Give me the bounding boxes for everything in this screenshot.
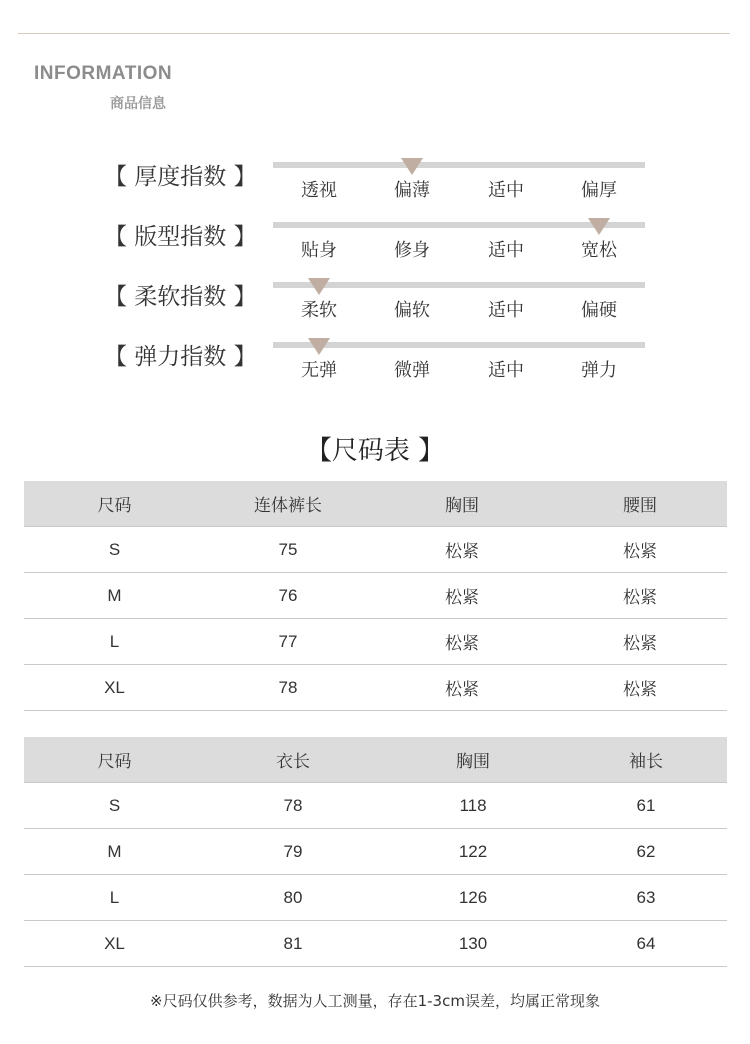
table-row — [24, 829, 727, 875]
size-table-top — [24, 737, 727, 967]
table-cell: 130 — [381, 921, 565, 967]
index-option: 宽松 — [581, 240, 617, 261]
column-header: 尺码 — [24, 481, 205, 527]
index-marker — [588, 218, 610, 235]
index-option: 偏厚 — [581, 180, 617, 201]
table-cell: 122 — [381, 829, 565, 875]
column-header: 胸围 — [371, 481, 553, 527]
table-cell: 松紧 — [371, 619, 553, 665]
table-cell: 62 — [565, 829, 727, 875]
index-option: 偏薄 — [394, 180, 430, 201]
table-row — [24, 921, 727, 967]
table-cell: 松紧 — [371, 665, 553, 711]
table-cell: L — [24, 619, 205, 665]
table-cell: 78 — [205, 665, 371, 711]
index-option: 偏硬 — [581, 300, 617, 321]
index-row — [0, 158, 750, 218]
index-row — [0, 218, 750, 278]
table-cell: M — [24, 573, 205, 619]
index-option: 适中 — [488, 180, 524, 201]
index-track — [273, 162, 645, 168]
size-table-jumpsuit — [24, 481, 727, 711]
section-title-cn: 商品信息 — [110, 96, 166, 112]
size-chart-title: 【尺码表 】 — [305, 436, 445, 466]
index-option: 贴身 — [301, 240, 337, 261]
table-cell: 78 — [205, 783, 381, 829]
table-cell: 77 — [205, 619, 371, 665]
measurement-note: ※尺码仅供参考，数据为人工测量，存在1-3cm误差，均属正常现象 — [150, 992, 600, 1010]
index-row — [0, 278, 750, 338]
index-option: 柔软 — [301, 300, 337, 321]
column-header: 衣长 — [205, 737, 381, 783]
table-cell: 75 — [205, 527, 371, 573]
table-cell: 118 — [381, 783, 565, 829]
index-row — [0, 338, 750, 398]
table-cell: 松紧 — [371, 527, 553, 573]
table-cell: 81 — [205, 921, 381, 967]
table-row — [24, 783, 727, 829]
index-label: 【 弹力指数 】 — [104, 344, 257, 370]
table-cell: 79 — [205, 829, 381, 875]
table-cell: M — [24, 829, 205, 875]
index-option: 适中 — [488, 360, 524, 381]
table-cell: 松紧 — [371, 573, 553, 619]
table-row — [24, 619, 727, 665]
table-row — [24, 875, 727, 921]
table-cell: S — [24, 783, 205, 829]
index-option: 修身 — [394, 240, 430, 261]
table-header-row — [24, 481, 727, 527]
table-cell: 松紧 — [553, 527, 727, 573]
index-option: 透视 — [301, 180, 337, 201]
column-header: 腰围 — [553, 481, 727, 527]
table-cell: 64 — [565, 921, 727, 967]
table-row — [24, 527, 727, 573]
top-divider — [18, 33, 730, 34]
column-header: 袖长 — [565, 737, 727, 783]
index-marker — [308, 278, 330, 295]
table-row — [24, 665, 727, 711]
table-cell: 126 — [381, 875, 565, 921]
column-header: 尺码 — [24, 737, 205, 783]
table-cell: 松紧 — [553, 573, 727, 619]
table-cell: L — [24, 875, 205, 921]
index-option: 偏软 — [394, 300, 430, 321]
index-label: 【 版型指数 】 — [104, 224, 257, 250]
index-marker — [308, 338, 330, 355]
table-cell: 松紧 — [553, 665, 727, 711]
table-cell: 松紧 — [553, 619, 727, 665]
index-marker — [401, 158, 423, 175]
table-cell: XL — [24, 665, 205, 711]
table-cell: S — [24, 527, 205, 573]
table-cell: 63 — [565, 875, 727, 921]
column-header: 连体裤长 — [205, 481, 371, 527]
index-option: 弹力 — [581, 360, 617, 381]
index-option: 适中 — [488, 300, 524, 321]
index-option: 无弹 — [301, 360, 337, 381]
table-cell: 76 — [205, 573, 371, 619]
table-cell: XL — [24, 921, 205, 967]
index-label: 【 厚度指数 】 — [104, 164, 257, 190]
index-label: 【 柔软指数 】 — [104, 284, 257, 310]
table-cell: 61 — [565, 783, 727, 829]
table-cell: 80 — [205, 875, 381, 921]
table-header-row — [24, 737, 727, 783]
index-option: 微弹 — [394, 360, 430, 381]
section-title-en: INFORMATION — [34, 63, 173, 84]
column-header: 胸围 — [381, 737, 565, 783]
table-row — [24, 573, 727, 619]
index-option: 适中 — [488, 240, 524, 261]
